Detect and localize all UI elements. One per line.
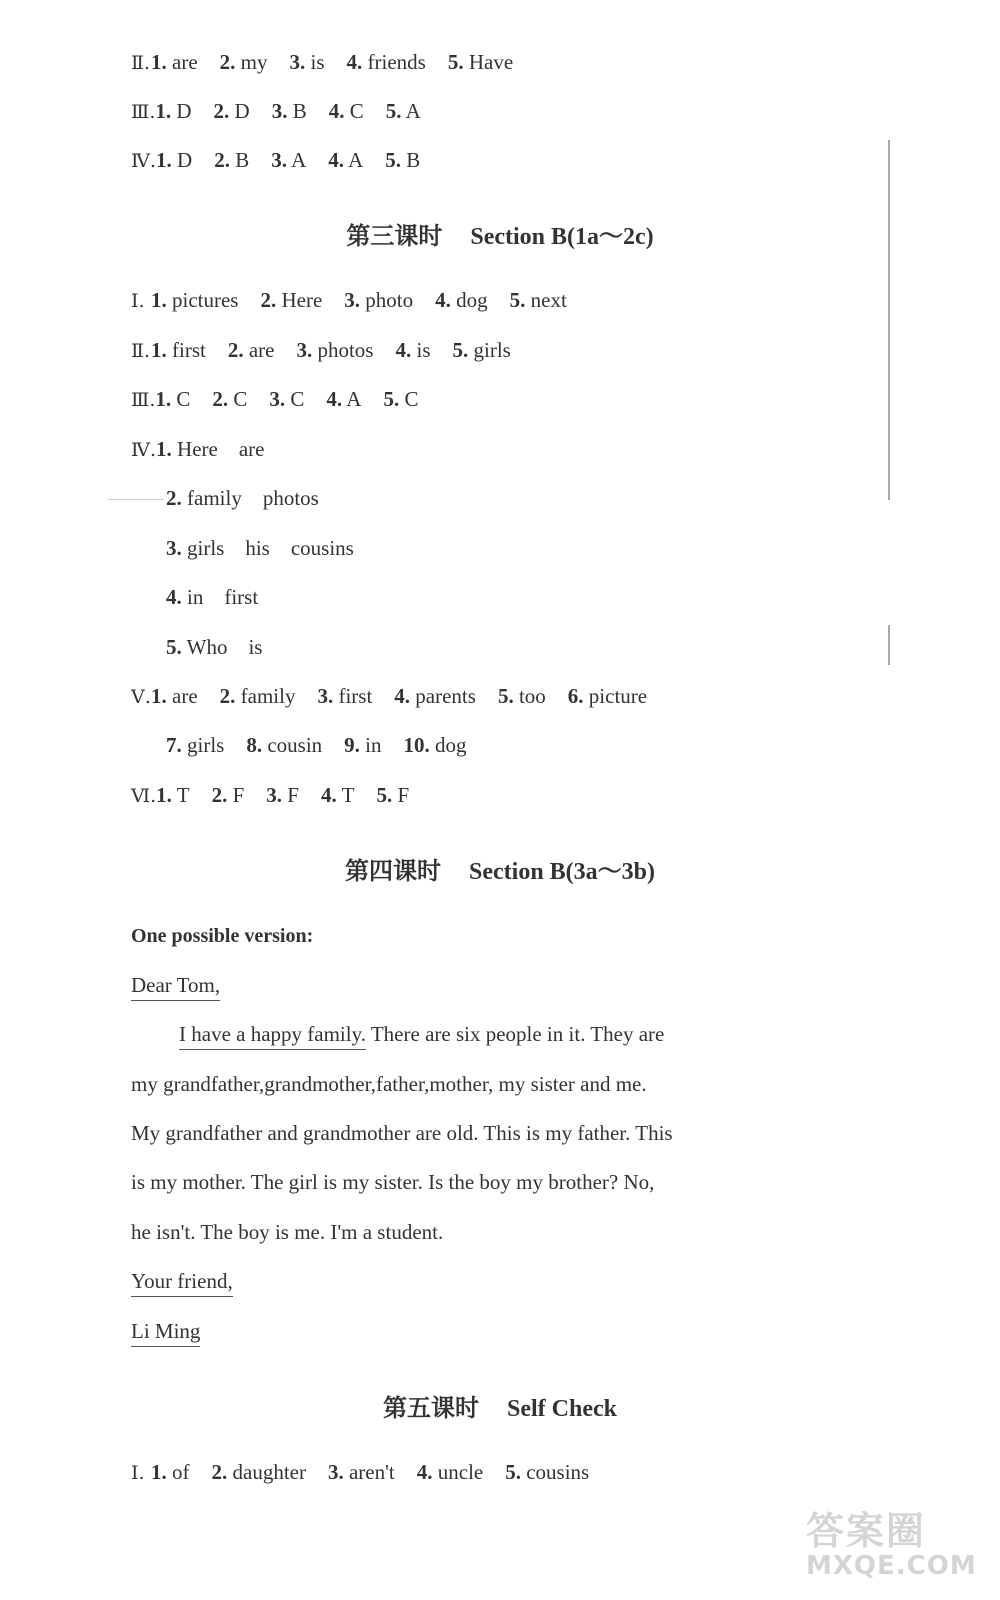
answer-number: 3.	[266, 783, 283, 807]
section-heading	[0, 216, 1000, 251]
answer-text: D	[234, 99, 250, 123]
answer-text: D	[177, 148, 193, 172]
answer-number: 3.	[166, 536, 182, 560]
answer-number: 4.	[435, 288, 451, 312]
roman-numeral: Ⅰ.	[131, 290, 145, 312]
answer-number: 2.	[211, 783, 228, 807]
answer-number: 7.	[166, 733, 182, 757]
roman-numeral: Ⅰ.	[131, 1462, 145, 1484]
answer-text: C	[349, 99, 364, 123]
section-title: Section B(1a～2c)	[470, 224, 654, 250]
answer-text: cousins	[526, 1460, 590, 1484]
answer-row	[166, 634, 284, 660]
roman-numeral: Ⅵ.	[131, 785, 157, 807]
answer-number: 4.	[416, 1460, 433, 1484]
answer-item	[155, 99, 191, 123]
answer-text: are	[172, 684, 198, 708]
answer-text: A	[348, 148, 364, 172]
answer-number: 3.	[317, 684, 334, 708]
answer-number: 2.	[260, 288, 277, 312]
answer-number: 4.	[395, 338, 412, 362]
answer-number: 1.	[156, 148, 172, 172]
answer-item	[394, 684, 476, 708]
answer-item	[383, 387, 418, 411]
answer-text: girls	[473, 338, 511, 362]
answer-text: aren't	[348, 1460, 395, 1484]
answer-item	[166, 536, 354, 560]
answer-number: 5.	[385, 99, 402, 123]
answer-text: first	[338, 684, 373, 708]
answer-item	[329, 99, 364, 123]
answer-number: 4.	[346, 50, 363, 74]
answer-number: 2.	[227, 338, 244, 362]
answer-text: parents	[415, 684, 476, 708]
answer-text: my	[240, 50, 268, 74]
answer-item	[386, 99, 421, 123]
answer-number: 3.	[269, 387, 286, 411]
answer-item	[385, 148, 420, 172]
answer-row	[131, 683, 669, 710]
answer-text: are	[172, 50, 198, 74]
answer-item	[166, 585, 258, 609]
answer-text: is	[310, 50, 325, 74]
answer-item	[344, 733, 381, 757]
answer-number: 1.	[151, 288, 167, 312]
answer-number: 5.	[509, 288, 526, 312]
answer-row	[131, 436, 286, 463]
answer-number: 2.	[219, 50, 236, 74]
answer-text: C	[233, 387, 248, 411]
answer-number: 4.	[326, 387, 343, 411]
answer-text: is	[416, 338, 431, 362]
answer-number: 1.	[151, 338, 167, 362]
sample-intro: One possible version:	[131, 925, 314, 947]
answer-number: 1.	[151, 684, 167, 708]
answer-text: Have	[468, 50, 514, 74]
answer-number: 4.	[394, 684, 411, 708]
answer-item	[289, 50, 324, 74]
letter-closing: Your friend,	[131, 1268, 233, 1294]
answer-text: uncle	[437, 1460, 484, 1484]
answer-number: 5.	[452, 338, 469, 362]
answer-number: 5.	[376, 783, 393, 807]
answer-item	[260, 288, 322, 312]
answer-number: 2.	[166, 486, 182, 510]
answer-text: B	[235, 148, 250, 172]
answer-text: in	[365, 733, 382, 757]
answer-number: 2.	[212, 387, 229, 411]
answer-text: daughter	[232, 1460, 306, 1484]
answer-item	[395, 338, 430, 362]
letter-line: my grandfather,grandmother,father,mother, my sister and me.	[131, 1072, 647, 1096]
answer-number: 5.	[505, 1460, 521, 1484]
answer-item	[214, 148, 249, 172]
answer-text: girls his cousins	[187, 536, 354, 560]
answer-text: A	[346, 387, 362, 411]
answer-item	[272, 99, 307, 123]
section-title: Section B(3a～3b)	[469, 859, 655, 885]
answer-text: T	[176, 783, 190, 807]
answer-item	[328, 1460, 395, 1484]
roman-numeral: Ⅱ.	[131, 340, 150, 362]
answer-text: B	[292, 99, 307, 123]
answer-row	[166, 584, 280, 610]
answer-number: 1.	[155, 99, 172, 123]
roman-numeral: Ⅳ.	[131, 150, 157, 172]
answer-number: 10.	[403, 733, 430, 757]
answer-number: 3.	[327, 1460, 344, 1484]
answer-text: dog	[435, 733, 467, 757]
answer-item	[156, 783, 189, 807]
answer-row	[131, 337, 533, 364]
answer-item	[151, 288, 238, 312]
answer-text: pictures	[172, 288, 239, 312]
answer-item	[376, 783, 409, 807]
answer-number: 3.	[289, 50, 306, 74]
answer-number: 8.	[246, 733, 263, 757]
answer-item	[317, 684, 372, 708]
letter-line: he isn't. The boy is me. I'm a student.	[131, 1220, 444, 1244]
answer-item	[417, 1460, 483, 1484]
answer-row	[166, 732, 489, 758]
answer-item	[212, 1460, 306, 1484]
answer-number: 1.	[151, 50, 167, 74]
answer-text: friends	[367, 50, 426, 74]
answer-text: family photos	[187, 486, 319, 510]
answer-text: F	[232, 783, 245, 807]
answer-item	[453, 338, 511, 362]
roman-numeral: Ⅲ.	[131, 101, 156, 123]
answer-number: 1.	[156, 783, 172, 807]
answer-row	[131, 782, 431, 809]
answer-number: 4.	[328, 99, 345, 123]
answer-number: 5.	[497, 684, 514, 708]
answer-number: 1.	[156, 437, 172, 461]
answer-text: dog	[456, 288, 488, 312]
answer-item	[220, 50, 268, 74]
answer-row	[166, 485, 341, 511]
answer-number: 4.	[328, 148, 344, 172]
answer-text: are	[248, 338, 275, 362]
answer-item	[212, 387, 247, 411]
answer-text: girls	[187, 733, 225, 757]
answer-item	[151, 50, 198, 74]
answer-item	[166, 733, 224, 757]
answer-text: T	[341, 783, 355, 807]
answer-text: cousin	[267, 733, 323, 757]
answer-number: 5.	[385, 148, 401, 172]
answer-text: in first	[187, 585, 259, 609]
answer-item	[269, 387, 304, 411]
watermark-logo: 答案圈 MXQE.COM	[806, 1509, 977, 1581]
roman-numeral: Ⅳ.	[131, 439, 157, 461]
lesson-title: 第三课时	[346, 224, 443, 250]
answer-item	[347, 50, 426, 74]
answer-number: 4.	[166, 585, 182, 609]
answer-row	[166, 535, 376, 561]
answer-number: 6.	[567, 684, 584, 708]
section-title: Self Check	[507, 1396, 617, 1422]
answer-row	[131, 386, 440, 413]
answer-number: 5.	[383, 387, 400, 411]
answer-item	[214, 99, 250, 123]
answer-text: D	[176, 99, 192, 123]
answer-item	[510, 288, 567, 312]
answer-item	[266, 783, 299, 807]
answer-item	[156, 148, 192, 172]
answer-text: F	[397, 783, 410, 807]
section-heading	[0, 851, 1000, 886]
letter-line: My grandfather and grandmother are old. This is my father. This	[131, 1121, 673, 1145]
letter-signature: Li Ming	[131, 1318, 200, 1344]
lesson-title: 第五课时	[383, 1396, 479, 1422]
answer-item	[404, 733, 467, 757]
answer-item	[321, 783, 354, 807]
answer-item	[448, 50, 513, 74]
answer-item	[498, 684, 546, 708]
letter-greeting: Dear Tom,	[131, 972, 220, 998]
answer-text: A	[405, 99, 421, 123]
answer-item	[228, 338, 275, 362]
answer-item	[212, 783, 245, 807]
answer-item	[328, 148, 363, 172]
answer-number: 3.	[271, 148, 287, 172]
letter-underlined-phrase: I have a happy family.	[179, 1022, 366, 1050]
answer-text: photos	[317, 338, 374, 362]
answer-row	[131, 98, 443, 125]
answer-item	[505, 1460, 589, 1484]
margin-rule	[888, 190, 890, 500]
lesson-title: 第四课时	[345, 859, 441, 885]
letter-line: is my mother. The girl is my sister. Is the boy my brother? No,	[131, 1170, 655, 1194]
answer-item	[296, 338, 373, 362]
answer-item	[151, 684, 198, 708]
answer-text: first	[172, 338, 206, 362]
answer-number: 2.	[219, 684, 236, 708]
answer-text: of	[172, 1460, 190, 1484]
answer-item	[151, 1460, 190, 1484]
answer-text: Here are	[177, 437, 265, 461]
scan-mark	[108, 499, 164, 500]
answer-text: C	[290, 387, 305, 411]
answer-number: 5.	[447, 50, 464, 74]
answer-row	[131, 147, 442, 174]
answer-number: 9.	[344, 733, 360, 757]
roman-numeral: Ⅱ.	[131, 52, 150, 74]
answer-number: 2.	[213, 99, 230, 123]
answer-text: photo	[365, 288, 414, 312]
answer-number: 3.	[344, 288, 361, 312]
answer-text: C	[176, 387, 191, 411]
roman-numeral: Ⅴ.	[131, 686, 151, 708]
answer-text: Here	[281, 288, 323, 312]
answer-number: 5.	[166, 635, 182, 659]
roman-numeral: Ⅲ.	[131, 389, 156, 411]
answer-number: 1.	[155, 387, 172, 411]
answer-item	[344, 288, 413, 312]
section-heading	[0, 1388, 1000, 1423]
answer-text: B	[406, 148, 421, 172]
answer-text: C	[404, 387, 419, 411]
answer-number: 1.	[151, 1460, 167, 1484]
answer-text: too	[518, 684, 546, 708]
answer-text: family	[240, 684, 296, 708]
answer-number: 2.	[211, 1460, 228, 1484]
answer-item	[155, 387, 190, 411]
answer-number: 3.	[296, 338, 313, 362]
answer-item	[435, 288, 488, 312]
answer-number: 2.	[214, 148, 230, 172]
answer-text: picture	[588, 684, 648, 708]
letter-line: I have a happy family. There are six people in it. They are	[179, 1021, 664, 1047]
answer-item	[166, 635, 262, 659]
answer-item	[246, 733, 322, 757]
answer-row	[131, 287, 589, 314]
answer-item	[271, 148, 306, 172]
answer-text: Who is	[186, 635, 263, 659]
answer-number: 3.	[271, 99, 288, 123]
answer-text: A	[291, 148, 307, 172]
answer-text: next	[530, 288, 567, 312]
answer-row	[131, 1459, 611, 1486]
answer-item	[568, 684, 647, 708]
answer-row	[131, 49, 535, 76]
answer-item	[326, 387, 361, 411]
answer-item	[151, 338, 206, 362]
answer-item	[156, 437, 264, 461]
answer-item	[166, 486, 319, 510]
answer-number: 4.	[320, 783, 337, 807]
answer-item	[220, 684, 296, 708]
answer-text: F	[287, 783, 299, 807]
margin-rule	[888, 625, 890, 665]
